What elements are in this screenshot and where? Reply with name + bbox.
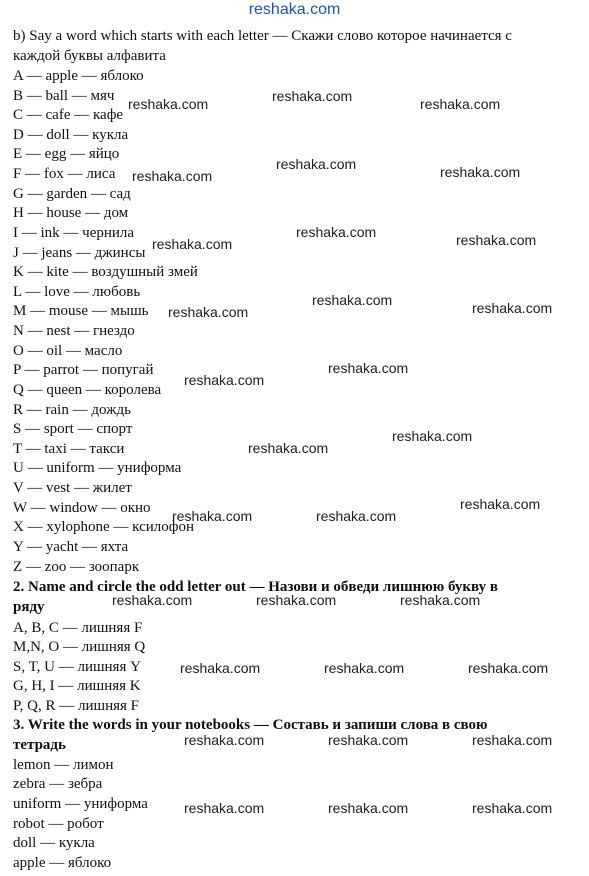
watermark: reshaka.com — [316, 508, 397, 524]
watermark: reshaka.com — [256, 592, 337, 608]
task2-item: G, H, I — лишняя K — [13, 678, 141, 694]
alphabet-word-line: T — taxi — такси — [13, 441, 125, 457]
watermark: reshaka.com — [328, 360, 409, 376]
watermark: reshaka.com — [184, 732, 265, 748]
alphabet-word-line: Q — queen — королева — [13, 382, 162, 398]
task2-item: M,N, O — лишняя Q — [13, 639, 146, 655]
alphabet-word-line: P — parrot — попугай — [13, 362, 154, 378]
alphabet-word-line: O — oil — масло — [13, 343, 123, 359]
site-title[interactable]: reshaka.com — [248, 1, 341, 18]
alphabet-word-line: J — jeans — джинсы — [13, 245, 146, 261]
alphabet-word-line: E — egg — яйцо — [13, 146, 120, 162]
task2-item: A, B, C — лишняя F — [13, 620, 143, 636]
alphabet-word-line: V — vest — жилет — [13, 480, 132, 496]
alphabet-word-line: S — sport — спорт — [13, 421, 133, 437]
alphabet-word-line: G — garden — сад — [13, 186, 131, 202]
watermark: reshaka.com — [472, 800, 553, 816]
task2-heading: ряду — [13, 599, 45, 615]
watermark: reshaka.com — [420, 96, 501, 112]
watermark: reshaka.com — [276, 156, 357, 172]
alphabet-word-line: R — rain — дождь — [13, 402, 131, 418]
alphabet-word-line: L — love — любовь — [13, 284, 141, 300]
watermark: reshaka.com — [184, 372, 265, 388]
watermark: reshaka.com — [168, 304, 249, 320]
watermark: reshaka.com — [468, 660, 549, 676]
watermark: reshaka.com — [400, 592, 481, 608]
task3-item: doll — кукла — [13, 835, 95, 851]
alphabet-word-line: Y — yacht — яхта — [13, 539, 129, 555]
task2-heading: 2. Name and circle the odd letter out — Назови и обведи лишнюю букву в — [13, 579, 498, 595]
watermark: reshaka.com — [272, 88, 353, 104]
watermark: reshaka.com — [460, 496, 541, 512]
alphabet-word-line: C — cafe — кафе — [13, 107, 124, 123]
watermark: reshaka.com — [472, 732, 553, 748]
watermark: reshaka.com — [440, 164, 521, 180]
watermark: reshaka.com — [296, 224, 377, 240]
watermark: reshaka.com — [328, 732, 409, 748]
watermark: reshaka.com — [128, 96, 209, 112]
watermark: reshaka.com — [392, 428, 473, 444]
alphabet-word-line: D — doll — кукла — [13, 127, 129, 143]
task3-item: uniform — униформа — [13, 796, 148, 812]
task3-heading: 3. Write the words in your notebooks — Составь и запиши слова в свою — [13, 717, 488, 733]
alphabet-word-line: X — xylophone — ксилофон — [13, 519, 194, 535]
task3-item: lemon — лимон — [13, 757, 114, 773]
task3-item: robot — робот — [13, 816, 104, 832]
intro-line: b) Say a word which starts with each letter — Скажи слово которое начинается с — [13, 28, 512, 44]
alphabet-word-line: A — apple — яблоко — [13, 68, 144, 84]
alphabet-word-line: H — house — дом — [13, 205, 129, 221]
alphabet-word-line: M — mouse — мышь — [13, 303, 149, 319]
alphabet-word-line: N — nest — гнездо — [13, 323, 135, 339]
watermark: reshaka.com — [180, 660, 261, 676]
watermark: reshaka.com — [472, 300, 553, 316]
task3-item: zebra — зебра — [13, 776, 103, 792]
task2-item: P, Q, R — лишняя F — [13, 698, 139, 714]
alphabet-word-line: W — window — окно — [13, 500, 151, 516]
alphabet-word-line: K — kite — воздушный змей — [13, 264, 198, 280]
watermark: reshaka.com — [328, 800, 409, 816]
task3-heading: тетрадь — [13, 737, 66, 753]
task3-item: apple — яблоко — [13, 855, 112, 871]
watermark: reshaka.com — [172, 508, 253, 524]
watermark: reshaka.com — [132, 168, 213, 184]
watermark: reshaka.com — [456, 232, 537, 248]
watermark: reshaka.com — [112, 592, 193, 608]
watermark: reshaka.com — [184, 800, 265, 816]
task2-item: S, T, U — лишняя Y — [13, 659, 141, 675]
alphabet-word-line: Z — zoo — зоопарк — [13, 559, 140, 575]
watermark: reshaka.com — [324, 660, 405, 676]
watermark: reshaka.com — [152, 236, 233, 252]
intro-line: каждой буквы алфавита — [13, 48, 166, 64]
watermark: reshaka.com — [312, 292, 393, 308]
alphabet-word-line: F — fox — лиса — [13, 166, 116, 182]
alphabet-word-line: U — uniform — униформа — [13, 460, 182, 476]
alphabet-word-line: B — ball — мяч — [13, 88, 115, 104]
watermark: reshaka.com — [248, 440, 329, 456]
alphabet-word-line: I — ink — чернила — [13, 225, 135, 241]
